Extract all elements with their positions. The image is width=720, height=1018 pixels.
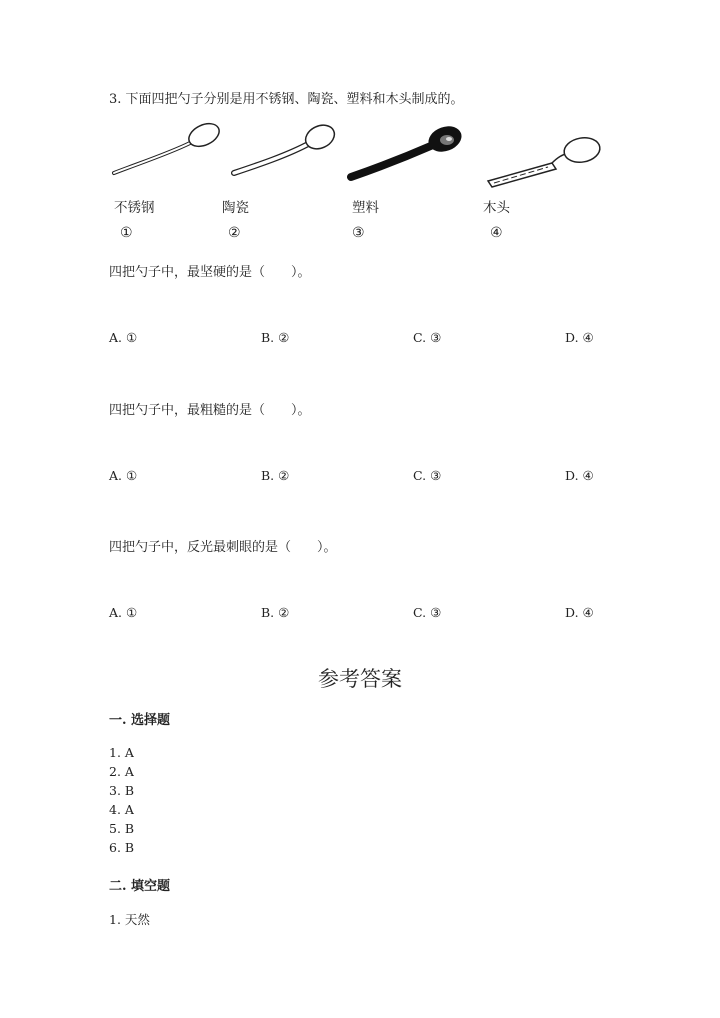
option-c[interactable]: C. ③	[413, 330, 442, 345]
option-c[interactable]: C. ③	[413, 605, 442, 620]
spoon-number-2: ②	[228, 225, 241, 241]
plastic-spoon-icon	[345, 115, 467, 195]
subquestion-roughest: 四把勺子中，最粗糙的是（ ）。	[109, 403, 311, 418]
subquestion-most-reflective: 四把勺子中，反光最刺眼的是（ ）。	[109, 540, 337, 555]
material-label-wood: 木头	[483, 200, 510, 216]
answer-item: 1. 天然	[109, 912, 150, 927]
option-b[interactable]: B. ②	[261, 330, 290, 345]
stainless-spoon-icon	[110, 115, 222, 195]
answers-title: 参考答案	[318, 667, 402, 691]
answer-item: 2. A	[109, 764, 134, 779]
question-title: 3. 下面四把勺子分别是用不锈钢、陶瓷、塑料和木头制成的。	[109, 92, 464, 107]
answer-item: 1. A	[109, 745, 134, 760]
ceramic-spoon-icon	[228, 115, 340, 195]
option-a[interactable]: A. ①	[109, 605, 138, 620]
option-d[interactable]: D. ④	[565, 330, 594, 345]
option-d[interactable]: D. ④	[565, 468, 594, 483]
material-label-stainless: 不锈钢	[114, 200, 155, 216]
option-d[interactable]: D. ④	[565, 605, 594, 620]
option-a[interactable]: A. ①	[109, 330, 138, 345]
spoon-number-3: ③	[352, 225, 365, 241]
spoon-number-1: ①	[120, 225, 133, 241]
answer-item: 4. A	[109, 802, 134, 817]
wooden-spoon-icon	[482, 115, 604, 195]
material-label-plastic: 塑料	[352, 200, 379, 216]
material-label-ceramic: 陶瓷	[222, 200, 249, 216]
answer-item: 5. B	[109, 821, 135, 836]
spoon-number-4: ④	[490, 225, 503, 241]
subquestion-hardest: 四把勺子中，最坚硬的是（ ）。	[109, 265, 311, 280]
section-heading-choice: 一. 选择题	[109, 713, 171, 728]
answer-item: 6. B	[109, 840, 135, 855]
answer-item: 3. B	[109, 783, 135, 798]
section-heading-fill: 二. 填空题	[109, 879, 171, 894]
option-c[interactable]: C. ③	[413, 468, 442, 483]
option-b[interactable]: B. ②	[261, 605, 290, 620]
option-b[interactable]: B. ②	[261, 468, 290, 483]
option-a[interactable]: A. ①	[109, 468, 138, 483]
